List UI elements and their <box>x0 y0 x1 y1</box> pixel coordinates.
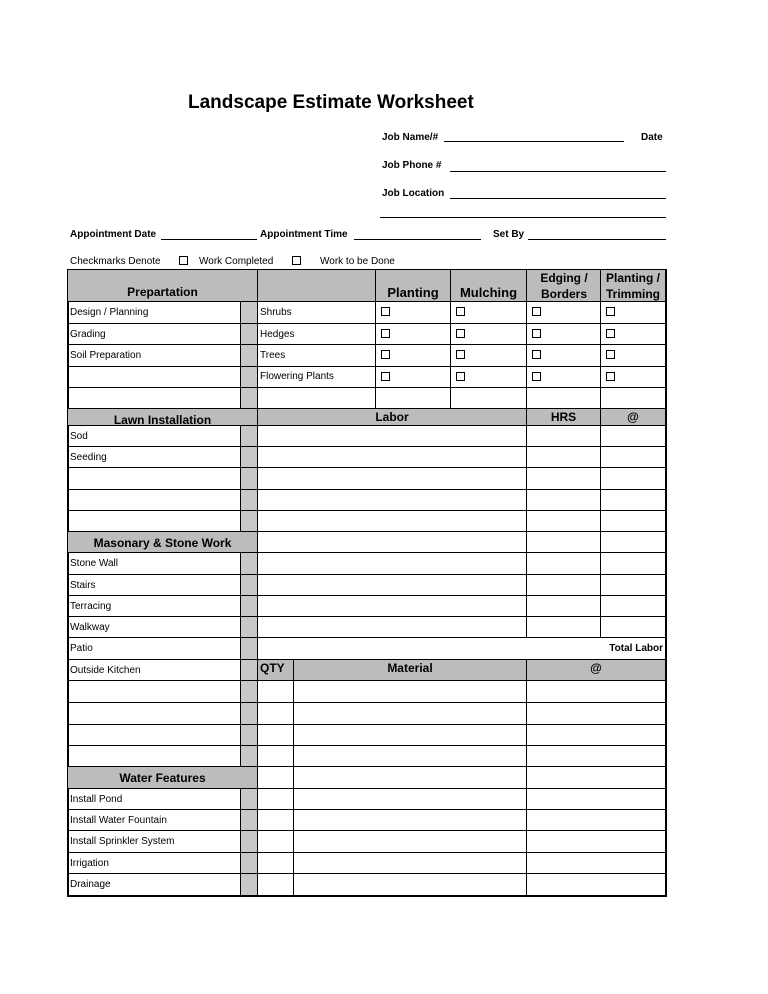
line-item-check[interactable] <box>241 367 258 388</box>
plant-option-checkbox[interactable] <box>606 329 615 338</box>
line-item-label: Design / Planning <box>70 307 149 318</box>
hrs-cell[interactable] <box>527 532 601 553</box>
qty-header <box>258 660 294 681</box>
rate-cell[interactable] <box>601 617 666 638</box>
line-item-stone-wall[interactable] <box>68 553 241 575</box>
plant-option-cell[interactable] <box>451 324 527 345</box>
material-cell[interactable] <box>294 746 527 767</box>
qty-cell[interactable] <box>258 767 294 789</box>
rate-cell[interactable] <box>601 447 666 468</box>
planting-header-label: Planting <box>387 285 439 300</box>
line-item-check[interactable] <box>241 447 258 468</box>
qty-cell[interactable] <box>258 853 294 874</box>
hrs-cell[interactable] <box>527 511 601 532</box>
hrs-cell[interactable] <box>527 490 601 511</box>
line-item-label: Stairs <box>70 580 96 591</box>
line-item-design-planning[interactable] <box>68 302 241 324</box>
edging-header-label: Edging / Borders <box>540 271 588 301</box>
line-item-check[interactable] <box>241 874 258 896</box>
labor-cell[interactable] <box>258 596 527 617</box>
line-item-label: Stone Wall <box>70 558 118 569</box>
line-item-label: Terracing <box>70 601 112 612</box>
plant-option-cell[interactable] <box>527 367 601 388</box>
qty-cell[interactable] <box>258 681 294 703</box>
material-rate-cell[interactable] <box>527 853 666 874</box>
total-labor-row <box>258 638 666 660</box>
material-cell[interactable] <box>294 681 527 703</box>
plant-option-checkbox[interactable] <box>532 329 541 338</box>
qty-header-label: QTY <box>260 661 285 675</box>
plant-label: Shrubs <box>260 307 292 318</box>
hrs-cell[interactable] <box>527 468 601 490</box>
plant-option-cell[interactable] <box>376 388 451 409</box>
blank-line-item[interactable] <box>68 746 241 767</box>
plant-option-checkbox[interactable] <box>381 307 390 316</box>
blank-line-item[interactable] <box>68 367 241 388</box>
material-header-label: Material <box>387 661 433 675</box>
plant-option-cell[interactable] <box>376 324 451 345</box>
material-header <box>294 660 527 681</box>
line-item-label: Patio <box>70 643 93 654</box>
rate-cell[interactable] <box>601 532 666 553</box>
qty-cell[interactable] <box>258 725 294 746</box>
hrs-cell[interactable] <box>527 596 601 617</box>
material-rate-cell[interactable] <box>527 831 666 853</box>
appointment-date-label: Appointment Date <box>70 229 157 240</box>
checkmarks-label: Checkmarks Denote <box>70 256 161 267</box>
labor-cell[interactable] <box>258 490 527 511</box>
line-item-label: Irrigation <box>70 858 109 869</box>
line-item-check[interactable] <box>241 617 258 638</box>
blank-line-item[interactable] <box>68 468 241 490</box>
line-item-check[interactable] <box>241 810 258 831</box>
date-label: Date <box>641 132 663 143</box>
plant-option-cell[interactable] <box>527 302 601 324</box>
plant-cell[interactable] <box>258 302 376 324</box>
labor-header <box>258 409 527 426</box>
section-lawn-label: Lawn Installation <box>113 413 212 427</box>
line-item-label: Drainage <box>70 879 111 890</box>
line-item-sod[interactable] <box>68 426 241 447</box>
line-item-check[interactable] <box>241 324 258 345</box>
rate-cell[interactable] <box>601 596 666 617</box>
work-to-be-done-label: Work to be Done <box>320 256 395 267</box>
line-item-label: Walkway <box>70 622 110 633</box>
job-phone-label: Job Phone # <box>382 160 442 171</box>
line-item-grading[interactable] <box>68 324 241 345</box>
material-rate-cell[interactable] <box>527 681 666 703</box>
material-cell[interactable] <box>294 831 527 853</box>
hrs-header-label: HRS <box>550 410 577 424</box>
line-item-seeding[interactable] <box>68 447 241 468</box>
plant-option-cell[interactable] <box>601 345 666 367</box>
blank-line-item[interactable] <box>68 388 241 409</box>
edging-header <box>527 270 601 302</box>
appointment-time-label: Appointment Time <box>260 229 348 240</box>
labor-cell[interactable] <box>258 575 527 596</box>
plant-option-checkbox[interactable] <box>606 350 615 359</box>
plant-option-checkbox[interactable] <box>532 372 541 381</box>
rate-cell[interactable] <box>601 426 666 447</box>
line-item-check[interactable] <box>241 746 258 767</box>
plant-option-cell[interactable] <box>376 367 451 388</box>
labor-cell[interactable] <box>258 511 527 532</box>
section-masonry-label: Masonary & Stone Work <box>93 536 232 550</box>
labor-cell[interactable] <box>258 617 527 638</box>
blank-line-item[interactable] <box>68 725 241 746</box>
line-item-install-sprinkler-system[interactable] <box>68 831 241 853</box>
mulching-header <box>451 270 527 302</box>
labor-cell[interactable] <box>258 532 527 553</box>
planting-header <box>376 270 451 302</box>
plant-option-cell[interactable] <box>527 388 601 409</box>
material-rate-cell[interactable] <box>527 703 666 725</box>
plant-cell[interactable] <box>258 345 376 367</box>
rate-cell[interactable] <box>601 511 666 532</box>
line-item-check[interactable] <box>241 468 258 490</box>
plant-option-checkbox[interactable] <box>381 329 390 338</box>
total-labor-label: Total Labor <box>609 643 663 654</box>
line-item-terracing[interactable] <box>68 596 241 617</box>
line-item-label: Grading <box>70 329 106 340</box>
qty-cell[interactable] <box>258 789 294 810</box>
page-title: Landscape Estimate Worksheet <box>188 92 474 113</box>
preparation-header <box>68 270 258 302</box>
hrs-cell[interactable] <box>527 617 601 638</box>
section-water <box>68 767 258 789</box>
plant-option-checkbox[interactable] <box>381 350 390 359</box>
material-cell[interactable] <box>294 725 527 746</box>
blank-line-item[interactable] <box>68 511 241 532</box>
job-name-label: Job Name/# <box>382 132 439 143</box>
material-cell[interactable] <box>294 874 527 896</box>
plant-option-cell[interactable] <box>527 324 601 345</box>
plant-label: Flowering Plants <box>260 371 334 382</box>
hrs-cell[interactable] <box>527 553 601 575</box>
work-completed-label: Work Completed <box>199 256 274 267</box>
line-item-check[interactable] <box>241 703 258 725</box>
line-item-install-water-fountain[interactable] <box>68 810 241 831</box>
plant-option-cell[interactable] <box>376 345 451 367</box>
line-item-patio[interactable] <box>68 638 241 660</box>
line-item-check[interactable] <box>241 660 258 681</box>
rate-cell[interactable] <box>601 490 666 511</box>
rate-cell[interactable] <box>601 575 666 596</box>
line-item-check[interactable] <box>241 789 258 810</box>
plant-option-checkbox[interactable] <box>606 307 615 316</box>
material-cell[interactable] <box>294 703 527 725</box>
material-rate-cell[interactable] <box>527 874 666 896</box>
plant-option-checkbox[interactable] <box>532 307 541 316</box>
qty-cell[interactable] <box>258 746 294 767</box>
plant-cell[interactable] <box>258 388 376 409</box>
labor-cell[interactable] <box>258 553 527 575</box>
plant-label: Hedges <box>260 329 295 340</box>
line-item-check[interactable] <box>241 596 258 617</box>
plant-option-checkbox[interactable] <box>456 307 465 316</box>
plant-option-cell[interactable] <box>601 302 666 324</box>
plant-option-cell[interactable] <box>601 367 666 388</box>
plant-option-cell[interactable] <box>451 302 527 324</box>
plant-option-cell[interactable] <box>601 388 666 409</box>
line-item-label: Outside Kitchen <box>70 665 141 676</box>
mulching-header-label: Mulching <box>459 285 518 300</box>
qty-cell[interactable] <box>258 810 294 831</box>
qty-cell[interactable] <box>258 831 294 853</box>
job-location-label: Job Location <box>382 188 445 199</box>
line-item-soil-preparation[interactable] <box>68 345 241 367</box>
line-item-irrigation[interactable] <box>68 853 241 874</box>
line-item-drainage[interactable] <box>68 874 241 896</box>
labor-cell[interactable] <box>258 468 527 490</box>
line-item-label: Install Pond <box>70 794 123 805</box>
line-item-check[interactable] <box>241 725 258 746</box>
planting-trimming-header-label: Planting / Trimming <box>605 271 660 301</box>
line-item-install-pond[interactable] <box>68 789 241 810</box>
line-item-outside-kitchen[interactable] <box>68 660 241 681</box>
qty-cell[interactable] <box>258 874 294 896</box>
line-item-check[interactable] <box>241 638 258 660</box>
labor-header-label: Labor <box>375 410 409 424</box>
plant-option-cell[interactable] <box>451 388 527 409</box>
line-item-check[interactable] <box>241 511 258 532</box>
line-item-check[interactable] <box>241 302 258 324</box>
plants-header <box>258 270 376 302</box>
plant-label: Trees <box>260 350 286 361</box>
blank-line-item[interactable] <box>68 490 241 511</box>
line-item-label: Install Sprinkler System <box>70 836 175 847</box>
material-rate-cell[interactable] <box>527 725 666 746</box>
hrs-cell[interactable] <box>527 575 601 596</box>
plant-option-checkbox[interactable] <box>456 329 465 338</box>
material-rate-header-label: @ <box>590 661 602 675</box>
plant-option-checkbox[interactable] <box>606 372 615 381</box>
material-rate-cell[interactable] <box>527 789 666 810</box>
set-by-label: Set By <box>493 229 525 240</box>
plant-option-checkbox[interactable] <box>532 350 541 359</box>
material-rate-header <box>527 660 666 681</box>
section-masonry <box>68 532 258 553</box>
plant-cell[interactable] <box>258 367 376 388</box>
line-item-check[interactable] <box>241 388 258 409</box>
line-item-stairs[interactable] <box>68 575 241 596</box>
labor-cell[interactable] <box>258 447 527 468</box>
rate-cell[interactable] <box>601 553 666 575</box>
section-water-label: Water Features <box>119 771 206 785</box>
line-item-walkway[interactable] <box>68 617 241 638</box>
at-header <box>601 409 666 426</box>
plant-option-checkbox[interactable] <box>381 372 390 381</box>
labor-cell[interactable] <box>258 426 527 447</box>
line-item-check[interactable] <box>241 490 258 511</box>
line-item-check[interactable] <box>241 831 258 853</box>
line-item-label: Sod <box>70 431 88 442</box>
material-cell[interactable] <box>294 853 527 874</box>
hrs-cell[interactable] <box>527 447 601 468</box>
section-lawn <box>68 409 258 426</box>
line-item-check[interactable] <box>241 681 258 703</box>
rate-cell[interactable] <box>601 468 666 490</box>
qty-cell[interactable] <box>258 703 294 725</box>
line-item-check[interactable] <box>241 345 258 367</box>
line-item-label: Soil Preparation <box>70 350 142 361</box>
plant-option-cell[interactable] <box>376 302 451 324</box>
blank-line-item[interactable] <box>68 703 241 725</box>
plant-option-checkbox[interactable] <box>456 372 465 381</box>
planting-trimming-header <box>601 270 666 302</box>
line-item-check[interactable] <box>241 575 258 596</box>
material-rate-cell[interactable] <box>527 810 666 831</box>
plant-option-cell[interactable] <box>451 367 527 388</box>
material-rate-cell[interactable] <box>527 746 666 767</box>
plant-option-cell[interactable] <box>451 345 527 367</box>
preparation-header-label: Prepartation <box>127 285 198 299</box>
material-cell[interactable] <box>294 810 527 831</box>
at-header-label: @ <box>627 410 639 424</box>
hrs-cell[interactable] <box>527 426 601 447</box>
material-cell[interactable] <box>294 767 527 789</box>
material-rate-cell[interactable] <box>527 767 666 789</box>
line-item-check[interactable] <box>241 553 258 575</box>
line-item-check[interactable] <box>241 426 258 447</box>
material-cell[interactable] <box>294 789 527 810</box>
line-item-label: Install Water Fountain <box>70 815 167 826</box>
plant-option-cell[interactable] <box>527 345 601 367</box>
plant-option-cell[interactable] <box>601 324 666 345</box>
line-item-label: Seeding <box>70 452 107 463</box>
plant-cell[interactable] <box>258 324 376 345</box>
line-item-check[interactable] <box>241 853 258 874</box>
hrs-header <box>527 409 601 426</box>
blank-line-item[interactable] <box>68 681 241 703</box>
plant-option-checkbox[interactable] <box>456 350 465 359</box>
